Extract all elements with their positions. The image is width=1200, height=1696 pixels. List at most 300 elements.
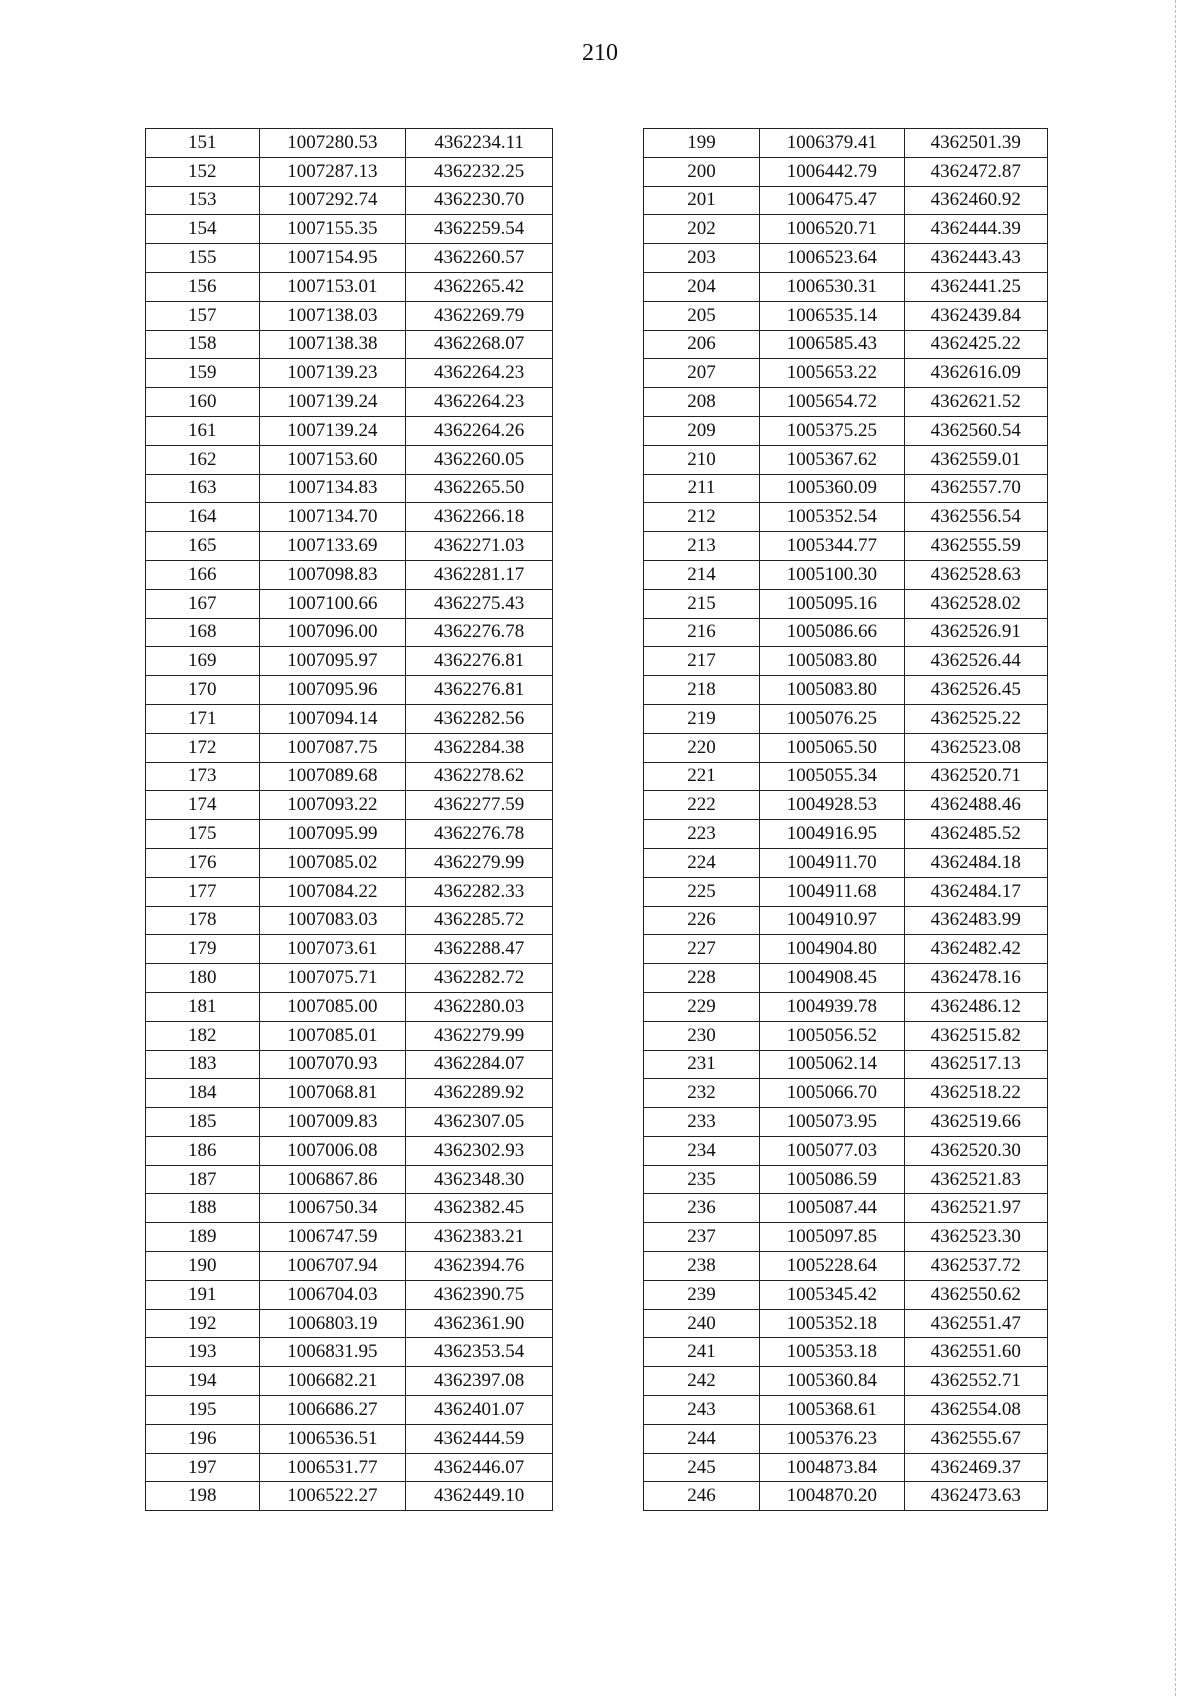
point-number-cell: 207 (644, 359, 760, 388)
point-number-cell: 232 (644, 1079, 760, 1108)
table-row (644, 1338, 1048, 1367)
x-coordinate-cell: 1005368.61 (760, 1396, 904, 1425)
point-number-cell: 179 (146, 935, 260, 964)
y-coordinate-cell: 4362282.72 (406, 964, 553, 993)
point-number-cell: 205 (644, 301, 760, 330)
y-coordinate-cell: 4362234.11 (406, 129, 553, 158)
table-row (146, 935, 553, 964)
point-number-cell: 163 (146, 474, 260, 503)
x-coordinate-cell: 1005083.80 (760, 676, 904, 705)
y-coordinate-cell: 4362285.72 (406, 906, 553, 935)
coordinates-table-left (145, 128, 553, 1511)
x-coordinate-cell: 1007155.35 (259, 215, 406, 244)
y-coordinate-cell: 4362525.22 (904, 704, 1047, 733)
table-row (146, 848, 553, 877)
y-coordinate-cell: 4362275.43 (406, 589, 553, 618)
table-row (644, 1424, 1048, 1453)
point-number-cell: 204 (644, 272, 760, 301)
y-coordinate-cell: 4362621.52 (904, 388, 1047, 417)
point-number-cell: 186 (146, 1136, 260, 1165)
table-row (146, 215, 553, 244)
table-row (146, 301, 553, 330)
y-coordinate-cell: 4362281.17 (406, 560, 553, 589)
point-number-cell: 234 (644, 1136, 760, 1165)
point-number-cell: 176 (146, 848, 260, 877)
x-coordinate-cell: 1006747.59 (259, 1223, 406, 1252)
x-coordinate-cell: 1005344.77 (760, 532, 904, 561)
table-row (644, 791, 1048, 820)
x-coordinate-cell: 1005073.95 (760, 1108, 904, 1137)
table-row (146, 186, 553, 215)
table-row (146, 330, 553, 359)
y-coordinate-cell: 4362515.82 (904, 1021, 1047, 1050)
table-row (644, 1396, 1048, 1425)
x-coordinate-cell: 1005375.25 (760, 416, 904, 445)
y-coordinate-cell: 4362302.93 (406, 1136, 553, 1165)
y-coordinate-cell: 4362449.10 (406, 1482, 553, 1511)
x-coordinate-cell: 1005066.70 (760, 1079, 904, 1108)
point-number-cell: 223 (644, 820, 760, 849)
table-row (146, 877, 553, 906)
x-coordinate-cell: 1007094.14 (259, 704, 406, 733)
y-coordinate-cell: 4362265.42 (406, 272, 553, 301)
table-row (146, 704, 553, 733)
y-coordinate-cell: 4362460.92 (904, 186, 1047, 215)
y-coordinate-cell: 4362264.26 (406, 416, 553, 445)
x-coordinate-cell: 1007009.83 (259, 1108, 406, 1137)
y-coordinate-cell: 4362276.81 (406, 647, 553, 676)
y-coordinate-cell: 4362528.63 (904, 560, 1047, 589)
point-number-cell: 180 (146, 964, 260, 993)
x-coordinate-cell: 1005654.72 (760, 388, 904, 417)
table-row (146, 762, 553, 791)
point-number-cell: 194 (146, 1367, 260, 1396)
table-row (146, 589, 553, 618)
y-coordinate-cell: 4362555.59 (904, 532, 1047, 561)
point-number-cell: 162 (146, 445, 260, 474)
table-row (644, 330, 1048, 359)
y-coordinate-cell: 4362484.18 (904, 848, 1047, 877)
table-row (146, 647, 553, 676)
table-row (146, 560, 553, 589)
point-number-cell: 190 (146, 1252, 260, 1281)
point-number-cell: 172 (146, 733, 260, 762)
y-coordinate-cell: 4362469.37 (904, 1453, 1047, 1482)
point-number-cell: 154 (146, 215, 260, 244)
x-coordinate-cell: 1007073.61 (259, 935, 406, 964)
point-number-cell: 235 (644, 1165, 760, 1194)
point-number-cell: 156 (146, 272, 260, 301)
table-row (644, 1050, 1048, 1079)
table-row (644, 589, 1048, 618)
x-coordinate-cell: 1005345.42 (760, 1280, 904, 1309)
y-coordinate-cell: 4362276.78 (406, 820, 553, 849)
y-coordinate-cell: 4362473.63 (904, 1482, 1047, 1511)
y-coordinate-cell: 4362284.38 (406, 733, 553, 762)
x-coordinate-cell: 1006535.14 (760, 301, 904, 330)
y-coordinate-cell: 4362268.07 (406, 330, 553, 359)
point-number-cell: 206 (644, 330, 760, 359)
point-number-cell: 231 (644, 1050, 760, 1079)
table-row (146, 618, 553, 647)
table-row (644, 676, 1048, 705)
table-row (146, 1136, 553, 1165)
y-coordinate-cell: 4362554.08 (904, 1396, 1047, 1425)
y-coordinate-cell: 4362289.92 (406, 1079, 553, 1108)
table-row (146, 157, 553, 186)
table-row (146, 906, 553, 935)
table-row (146, 992, 553, 1021)
x-coordinate-cell: 1006682.21 (259, 1367, 406, 1396)
y-coordinate-cell: 4362425.22 (904, 330, 1047, 359)
table-row (644, 1079, 1048, 1108)
y-coordinate-cell: 4362526.91 (904, 618, 1047, 647)
y-coordinate-cell: 4362279.99 (406, 1021, 553, 1050)
x-coordinate-cell: 1005100.30 (760, 560, 904, 589)
y-coordinate-cell: 4362266.18 (406, 503, 553, 532)
y-coordinate-cell: 4362401.07 (406, 1396, 553, 1425)
table-row (644, 215, 1048, 244)
point-number-cell: 200 (644, 157, 760, 186)
x-coordinate-cell: 1005097.85 (760, 1223, 904, 1252)
scan-edge-mark (1175, 0, 1176, 1696)
point-number-cell: 220 (644, 733, 760, 762)
point-number-cell: 242 (644, 1367, 760, 1396)
table-row (644, 416, 1048, 445)
x-coordinate-cell: 1007085.00 (259, 992, 406, 1021)
x-coordinate-cell: 1005056.52 (760, 1021, 904, 1050)
point-number-cell: 198 (146, 1482, 260, 1511)
y-coordinate-cell: 4362259.54 (406, 215, 553, 244)
page-number: 210 (582, 40, 618, 66)
y-coordinate-cell: 4362556.54 (904, 503, 1047, 532)
table-row (644, 359, 1048, 388)
point-number-cell: 215 (644, 589, 760, 618)
table-row (644, 848, 1048, 877)
table-row (146, 1367, 553, 1396)
x-coordinate-cell: 1004908.45 (760, 964, 904, 993)
x-coordinate-cell: 1007095.96 (259, 676, 406, 705)
table-row (644, 1223, 1048, 1252)
x-coordinate-cell: 1007133.69 (259, 532, 406, 561)
point-number-cell: 211 (644, 474, 760, 503)
point-number-cell: 222 (644, 791, 760, 820)
point-number-cell: 243 (644, 1396, 760, 1425)
point-number-cell: 184 (146, 1079, 260, 1108)
table-row (146, 474, 553, 503)
y-coordinate-cell: 4362441.25 (904, 272, 1047, 301)
point-number-cell: 161 (146, 416, 260, 445)
x-coordinate-cell: 1006704.03 (259, 1280, 406, 1309)
x-coordinate-cell: 1005086.59 (760, 1165, 904, 1194)
point-number-cell: 219 (644, 704, 760, 733)
table-row (644, 906, 1048, 935)
point-number-cell: 171 (146, 704, 260, 733)
point-number-cell: 173 (146, 762, 260, 791)
point-number-cell: 183 (146, 1050, 260, 1079)
x-coordinate-cell: 1006442.79 (760, 157, 904, 186)
table-row (146, 1453, 553, 1482)
point-number-cell: 167 (146, 589, 260, 618)
point-number-cell: 158 (146, 330, 260, 359)
point-number-cell: 202 (644, 215, 760, 244)
point-number-cell: 169 (146, 647, 260, 676)
table-row (644, 1194, 1048, 1223)
x-coordinate-cell: 1007139.24 (259, 416, 406, 445)
x-coordinate-cell: 1005062.14 (760, 1050, 904, 1079)
x-coordinate-cell: 1006686.27 (259, 1396, 406, 1425)
x-coordinate-cell: 1005653.22 (760, 359, 904, 388)
y-coordinate-cell: 4362485.52 (904, 820, 1047, 849)
x-coordinate-cell: 1006831.95 (259, 1338, 406, 1367)
point-number-cell: 191 (146, 1280, 260, 1309)
y-coordinate-cell: 4362446.07 (406, 1453, 553, 1482)
table-row (146, 1424, 553, 1453)
x-coordinate-cell: 1005367.62 (760, 445, 904, 474)
y-coordinate-cell: 4362348.30 (406, 1165, 553, 1194)
table-row (644, 532, 1048, 561)
x-coordinate-cell: 1007134.70 (259, 503, 406, 532)
table-row (644, 272, 1048, 301)
x-coordinate-cell: 1007154.95 (259, 244, 406, 273)
table-row (644, 445, 1048, 474)
point-number-cell: 241 (644, 1338, 760, 1367)
y-coordinate-cell: 4362520.30 (904, 1136, 1047, 1165)
y-coordinate-cell: 4362382.45 (406, 1194, 553, 1223)
point-number-cell: 196 (146, 1424, 260, 1453)
table-row (146, 532, 553, 561)
point-number-cell: 164 (146, 503, 260, 532)
x-coordinate-cell: 1007100.66 (259, 589, 406, 618)
point-number-cell: 168 (146, 618, 260, 647)
table-row (644, 1108, 1048, 1137)
point-number-cell: 230 (644, 1021, 760, 1050)
table-row (146, 1396, 553, 1425)
y-coordinate-cell: 4362483.99 (904, 906, 1047, 935)
y-coordinate-cell: 4362264.23 (406, 359, 553, 388)
x-coordinate-cell: 1006530.31 (760, 272, 904, 301)
point-number-cell: 181 (146, 992, 260, 1021)
x-coordinate-cell: 1007095.97 (259, 647, 406, 676)
y-coordinate-cell: 4362555.67 (904, 1424, 1047, 1453)
point-number-cell: 188 (146, 1194, 260, 1223)
x-coordinate-cell: 1007153.60 (259, 445, 406, 474)
table-row (644, 992, 1048, 1021)
y-coordinate-cell: 4362394.76 (406, 1252, 553, 1281)
point-number-cell: 233 (644, 1108, 760, 1137)
table-row (146, 676, 553, 705)
coordinates-table-right-body (644, 129, 1048, 1511)
x-coordinate-cell: 1005076.25 (760, 704, 904, 733)
point-number-cell: 216 (644, 618, 760, 647)
x-coordinate-cell: 1007093.22 (259, 791, 406, 820)
table-row (146, 820, 553, 849)
x-coordinate-cell: 1006585.43 (760, 330, 904, 359)
x-coordinate-cell: 1007280.53 (259, 129, 406, 158)
x-coordinate-cell: 1007070.93 (259, 1050, 406, 1079)
y-coordinate-cell: 4362443.43 (904, 244, 1047, 273)
table-row (644, 560, 1048, 589)
table-row (146, 1338, 553, 1367)
y-coordinate-cell: 4362526.45 (904, 676, 1047, 705)
x-coordinate-cell: 1006475.47 (760, 186, 904, 215)
table-row (146, 503, 553, 532)
x-coordinate-cell: 1005065.50 (760, 733, 904, 762)
table-row (644, 301, 1048, 330)
point-number-cell: 199 (644, 129, 760, 158)
x-coordinate-cell: 1007089.68 (259, 762, 406, 791)
point-number-cell: 237 (644, 1223, 760, 1252)
y-coordinate-cell: 4362276.78 (406, 618, 553, 647)
y-coordinate-cell: 4362230.70 (406, 186, 553, 215)
point-number-cell: 159 (146, 359, 260, 388)
y-coordinate-cell: 4362264.23 (406, 388, 553, 417)
table-row (644, 877, 1048, 906)
x-coordinate-cell: 1005353.18 (760, 1338, 904, 1367)
x-coordinate-cell: 1004911.68 (760, 877, 904, 906)
point-number-cell: 227 (644, 935, 760, 964)
point-number-cell: 193 (146, 1338, 260, 1367)
point-number-cell: 151 (146, 129, 260, 158)
y-coordinate-cell: 4362484.17 (904, 877, 1047, 906)
y-coordinate-cell: 4362282.33 (406, 877, 553, 906)
point-number-cell: 226 (644, 906, 760, 935)
table-row (644, 1021, 1048, 1050)
table-row (644, 474, 1048, 503)
y-coordinate-cell: 4362488.46 (904, 791, 1047, 820)
table-row (644, 1367, 1048, 1396)
point-number-cell: 170 (146, 676, 260, 705)
point-number-cell: 187 (146, 1165, 260, 1194)
table-row (644, 1453, 1048, 1482)
table-row (146, 1021, 553, 1050)
x-coordinate-cell: 1007084.22 (259, 877, 406, 906)
point-number-cell: 221 (644, 762, 760, 791)
y-coordinate-cell: 4362444.59 (406, 1424, 553, 1453)
y-coordinate-cell: 4362520.71 (904, 762, 1047, 791)
y-coordinate-cell: 4362616.09 (904, 359, 1047, 388)
y-coordinate-cell: 4362390.75 (406, 1280, 553, 1309)
y-coordinate-cell: 4362276.81 (406, 676, 553, 705)
y-coordinate-cell: 4362279.99 (406, 848, 553, 877)
point-number-cell: 157 (146, 301, 260, 330)
y-coordinate-cell: 4362260.57 (406, 244, 553, 273)
x-coordinate-cell: 1005352.54 (760, 503, 904, 532)
point-number-cell: 189 (146, 1223, 260, 1252)
point-number-cell: 244 (644, 1424, 760, 1453)
y-coordinate-cell: 4362521.97 (904, 1194, 1047, 1223)
y-coordinate-cell: 4362482.42 (904, 935, 1047, 964)
table-row (146, 1309, 553, 1338)
table-row (644, 647, 1048, 676)
table-row (644, 388, 1048, 417)
point-number-cell: 229 (644, 992, 760, 1021)
y-coordinate-cell: 4362521.83 (904, 1165, 1047, 1194)
point-number-cell: 175 (146, 820, 260, 849)
x-coordinate-cell: 1007096.00 (259, 618, 406, 647)
point-number-cell: 212 (644, 503, 760, 532)
point-number-cell: 239 (644, 1280, 760, 1309)
x-coordinate-cell: 1004939.78 (760, 992, 904, 1021)
table-row (146, 1050, 553, 1079)
y-coordinate-cell: 4362551.60 (904, 1338, 1047, 1367)
point-number-cell: 182 (146, 1021, 260, 1050)
x-coordinate-cell: 1007153.01 (259, 272, 406, 301)
table-row (146, 445, 553, 474)
x-coordinate-cell: 1004910.97 (760, 906, 904, 935)
y-coordinate-cell: 4362353.54 (406, 1338, 553, 1367)
table-row (644, 129, 1048, 158)
y-coordinate-cell: 4362282.56 (406, 704, 553, 733)
x-coordinate-cell: 1005086.66 (760, 618, 904, 647)
point-number-cell: 228 (644, 964, 760, 993)
point-number-cell: 225 (644, 877, 760, 906)
x-coordinate-cell: 1005360.84 (760, 1367, 904, 1396)
table-row (146, 1482, 553, 1511)
y-coordinate-cell: 4362280.03 (406, 992, 553, 1021)
x-coordinate-cell: 1006522.27 (259, 1482, 406, 1511)
x-coordinate-cell: 1004916.95 (760, 820, 904, 849)
table-row (146, 1079, 553, 1108)
point-number-cell: 155 (146, 244, 260, 273)
table-row (644, 186, 1048, 215)
x-coordinate-cell: 1005087.44 (760, 1194, 904, 1223)
point-number-cell: 185 (146, 1108, 260, 1137)
y-coordinate-cell: 4362518.22 (904, 1079, 1047, 1108)
x-coordinate-cell: 1005055.34 (760, 762, 904, 791)
point-number-cell: 177 (146, 877, 260, 906)
table-row (644, 733, 1048, 762)
x-coordinate-cell: 1007095.99 (259, 820, 406, 849)
point-number-cell: 210 (644, 445, 760, 474)
x-coordinate-cell: 1004904.80 (760, 935, 904, 964)
y-coordinate-cell: 4362265.50 (406, 474, 553, 503)
table-row (146, 1194, 553, 1223)
table-row (644, 1309, 1048, 1338)
y-coordinate-cell: 4362517.13 (904, 1050, 1047, 1079)
y-coordinate-cell: 4362277.59 (406, 791, 553, 820)
y-coordinate-cell: 4362523.08 (904, 733, 1047, 762)
point-number-cell: 174 (146, 791, 260, 820)
y-coordinate-cell: 4362537.72 (904, 1252, 1047, 1281)
point-number-cell: 197 (146, 1453, 260, 1482)
table-row (644, 618, 1048, 647)
y-coordinate-cell: 4362383.21 (406, 1223, 553, 1252)
x-coordinate-cell: 1007068.81 (259, 1079, 406, 1108)
x-coordinate-cell: 1004873.84 (760, 1453, 904, 1482)
x-coordinate-cell: 1007287.13 (259, 157, 406, 186)
point-number-cell: 201 (644, 186, 760, 215)
x-coordinate-cell: 1007083.03 (259, 906, 406, 935)
x-coordinate-cell: 1004928.53 (760, 791, 904, 820)
x-coordinate-cell: 1005228.64 (760, 1252, 904, 1281)
table-row (146, 388, 553, 417)
table-row (644, 704, 1048, 733)
point-number-cell: 195 (146, 1396, 260, 1425)
y-coordinate-cell: 4362528.02 (904, 589, 1047, 618)
x-coordinate-cell: 1007139.23 (259, 359, 406, 388)
point-number-cell: 203 (644, 244, 760, 273)
table-row (644, 1136, 1048, 1165)
x-coordinate-cell: 1006379.41 (760, 129, 904, 158)
table-row (146, 272, 553, 301)
y-coordinate-cell: 4362232.25 (406, 157, 553, 186)
table-row (146, 733, 553, 762)
y-coordinate-cell: 4362523.30 (904, 1223, 1047, 1252)
x-coordinate-cell: 1007292.74 (259, 186, 406, 215)
x-coordinate-cell: 1007139.24 (259, 388, 406, 417)
x-coordinate-cell: 1006803.19 (259, 1309, 406, 1338)
